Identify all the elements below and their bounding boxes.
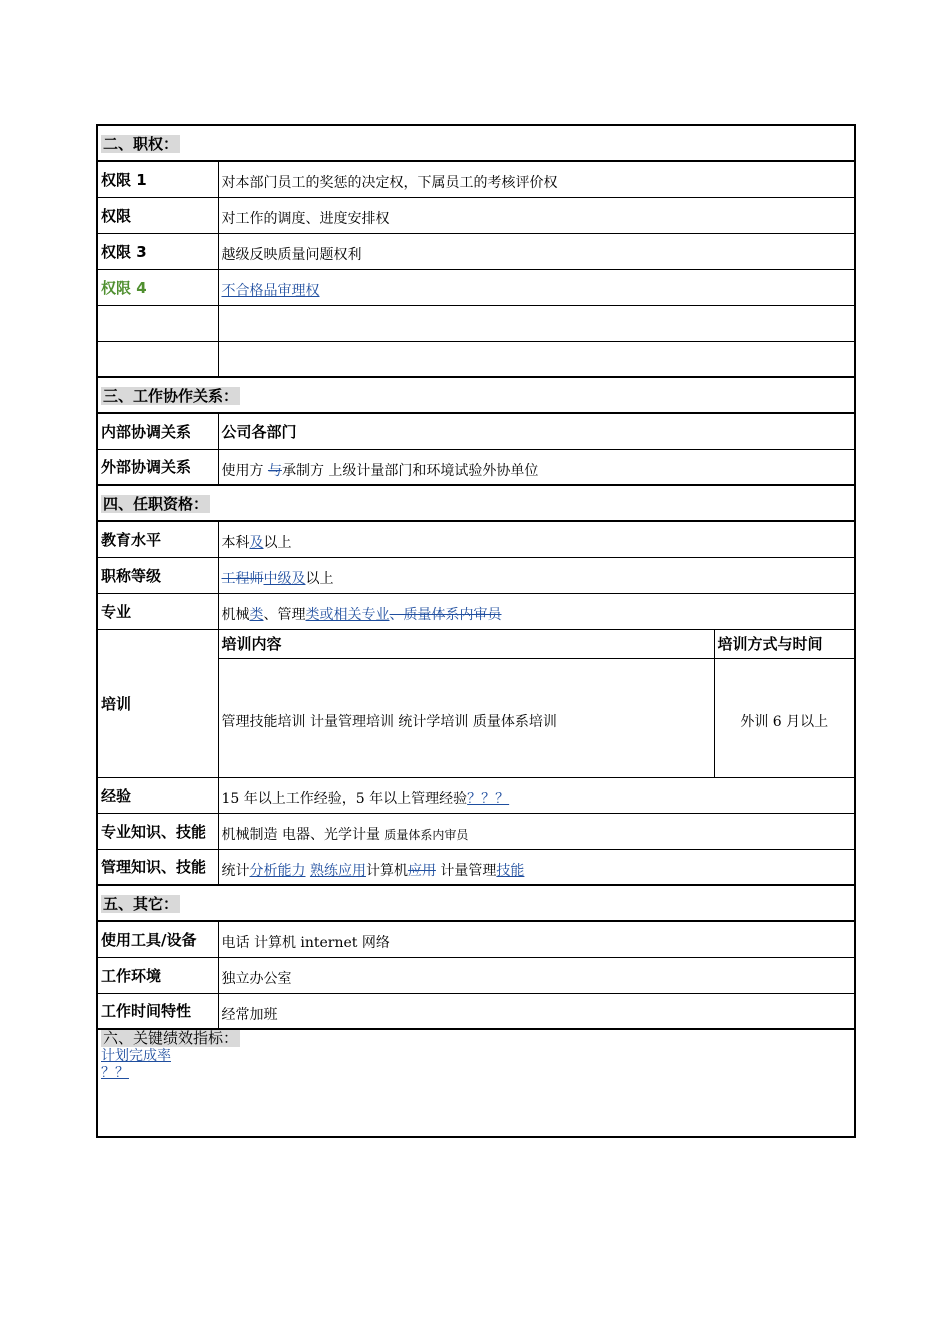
authority-value-5: [218, 305, 855, 341]
training-content: 管理技能培训 计量管理培训 统计学培训 质量体系培训: [218, 658, 714, 777]
external-collab-label: 外部协调关系: [97, 449, 218, 485]
mgmt-part-6: 应用: [407, 862, 436, 879]
experience-value: [218, 777, 855, 813]
experience-row: [97, 777, 855, 813]
mgmt-part-7: 计量管理: [435, 862, 497, 879]
major-part-3: 、管理: [263, 607, 306, 623]
tools-label: 使用工具/设备: [97, 921, 218, 957]
mgmt-row: [97, 849, 855, 885]
tools-row: [97, 921, 855, 957]
knowledge-value: [218, 813, 855, 849]
internal-collab-value: 公司各部门: [218, 413, 855, 449]
external-collab-row: [97, 449, 855, 485]
worktime-row: [97, 993, 855, 1029]
major-row: [97, 593, 855, 629]
authority-label-5: [97, 305, 218, 341]
internal-collab-row: [97, 413, 855, 449]
environment-value: 独立办公室: [218, 957, 855, 993]
authority-row-1: [97, 161, 855, 197]
major-label: 专业: [97, 593, 218, 629]
training-method: 外训 6 月以上: [714, 658, 855, 777]
training-method-header: 培训方式与时间: [714, 629, 855, 658]
external-collab-value: [218, 449, 855, 485]
authority-row-4: [97, 269, 855, 305]
title-part-2: 中级及: [263, 571, 306, 587]
worktime-label: 工作时间特性: [97, 993, 218, 1029]
mgmt-part-1: 统计: [221, 862, 250, 879]
section-authority-title: 二、职权：: [103, 134, 179, 153]
job-description-document: [96, 124, 854, 1138]
section-collaboration-row: [97, 377, 855, 413]
education-value: [218, 521, 855, 557]
mgmt-part-5: 计算机: [365, 862, 408, 879]
section-other-title: 五、其它：: [103, 894, 179, 913]
mgmt-part-4: 熟练应用: [309, 862, 366, 879]
environment-label: 工作环境: [97, 957, 218, 993]
authority-value-2: 对工作的调度、进度安排权: [218, 197, 855, 233]
knowledge-part-1: 机械制造 电器、光学计量: [221, 827, 385, 843]
authority-row-6: [97, 341, 855, 377]
mgmt-label: 管理知识、技能: [97, 849, 218, 885]
experience-part-1: 15 年以上工作经验，5 年以上管理经验: [221, 791, 468, 807]
experience-label: 经验: [97, 777, 218, 813]
section-qualification-row: [97, 485, 855, 521]
education-part-3: 以上: [263, 535, 292, 552]
external-collab-part-1: 使用方: [221, 462, 268, 479]
external-collab-part-3: 承制方 上级计量部门和环境试验外协单位: [281, 462, 539, 479]
section-kpi-title: 六、关键绩效指标：: [103, 1029, 239, 1047]
major-value: [218, 593, 855, 629]
education-part-1: 本科: [221, 535, 250, 552]
internal-collab-label: 内部协调关系: [97, 413, 218, 449]
environment-row: [97, 957, 855, 993]
authority-value-4: [218, 269, 855, 305]
authority-row-3: [97, 233, 855, 269]
title-part-1: 工程师: [221, 571, 264, 587]
experience-part-2: ？？？: [467, 791, 510, 807]
authority-value-6: [218, 341, 855, 377]
section-collaboration-title: 三、工作协作关系：: [103, 386, 239, 405]
kpi-item-2: ？？: [101, 1065, 129, 1081]
training-header-row: [97, 629, 855, 658]
job-table: [96, 124, 856, 1138]
external-collab-part-2: 与: [267, 462, 282, 479]
authority-label-2: 权限: [97, 197, 218, 233]
knowledge-part-2: 质量体系内审员: [384, 828, 469, 842]
worktime-value: 经常加班: [218, 993, 855, 1029]
authority-label-6: [97, 341, 218, 377]
section-authority-row: [97, 125, 855, 161]
authority-value-1: 对本部门员工的奖惩的决定权，下属员工的考核评价权: [218, 161, 855, 197]
section-other-row: [97, 885, 855, 921]
kpi-cell: [97, 1029, 855, 1137]
authority-value-3: 越级反映质量问题权利: [218, 233, 855, 269]
section-qualification-title: 四、任职资格：: [103, 494, 209, 513]
tools-value: 电话 计算机 internet 网络: [218, 921, 855, 957]
education-part-2: 及: [249, 535, 264, 552]
major-part-4: 类或相关专业: [305, 607, 390, 623]
mgmt-value: [218, 849, 855, 885]
major-part-5: 、质量体系内审员: [389, 607, 502, 623]
education-label: 教育水平: [97, 521, 218, 557]
title-value: [218, 557, 855, 593]
training-label: 培训: [97, 629, 218, 777]
education-row: [97, 521, 855, 557]
title-part-3: 以上: [305, 571, 334, 587]
training-content-header: 培训内容: [218, 629, 714, 658]
mgmt-part-2: 分析能力: [249, 862, 306, 879]
authority-row-2: [97, 197, 855, 233]
title-row: [97, 557, 855, 593]
knowledge-row: [97, 813, 855, 849]
major-part-2: 类: [249, 607, 264, 623]
authority-label-3: 权限 3: [97, 233, 218, 269]
authority-value-4-text: 不合格品审理权: [221, 283, 320, 299]
section-kpi-row: [97, 1029, 855, 1137]
authority-label-4: 权限 4: [97, 269, 218, 305]
authority-label-1: 权限 1: [97, 161, 218, 197]
major-part-1: 机械: [221, 607, 250, 623]
authority-row-5: [97, 305, 855, 341]
title-label: 职称等级: [97, 557, 218, 593]
mgmt-part-8: 技能: [496, 862, 525, 879]
knowledge-label: 专业知识、技能: [97, 813, 218, 849]
kpi-item-1: 计划完成率: [101, 1048, 171, 1064]
